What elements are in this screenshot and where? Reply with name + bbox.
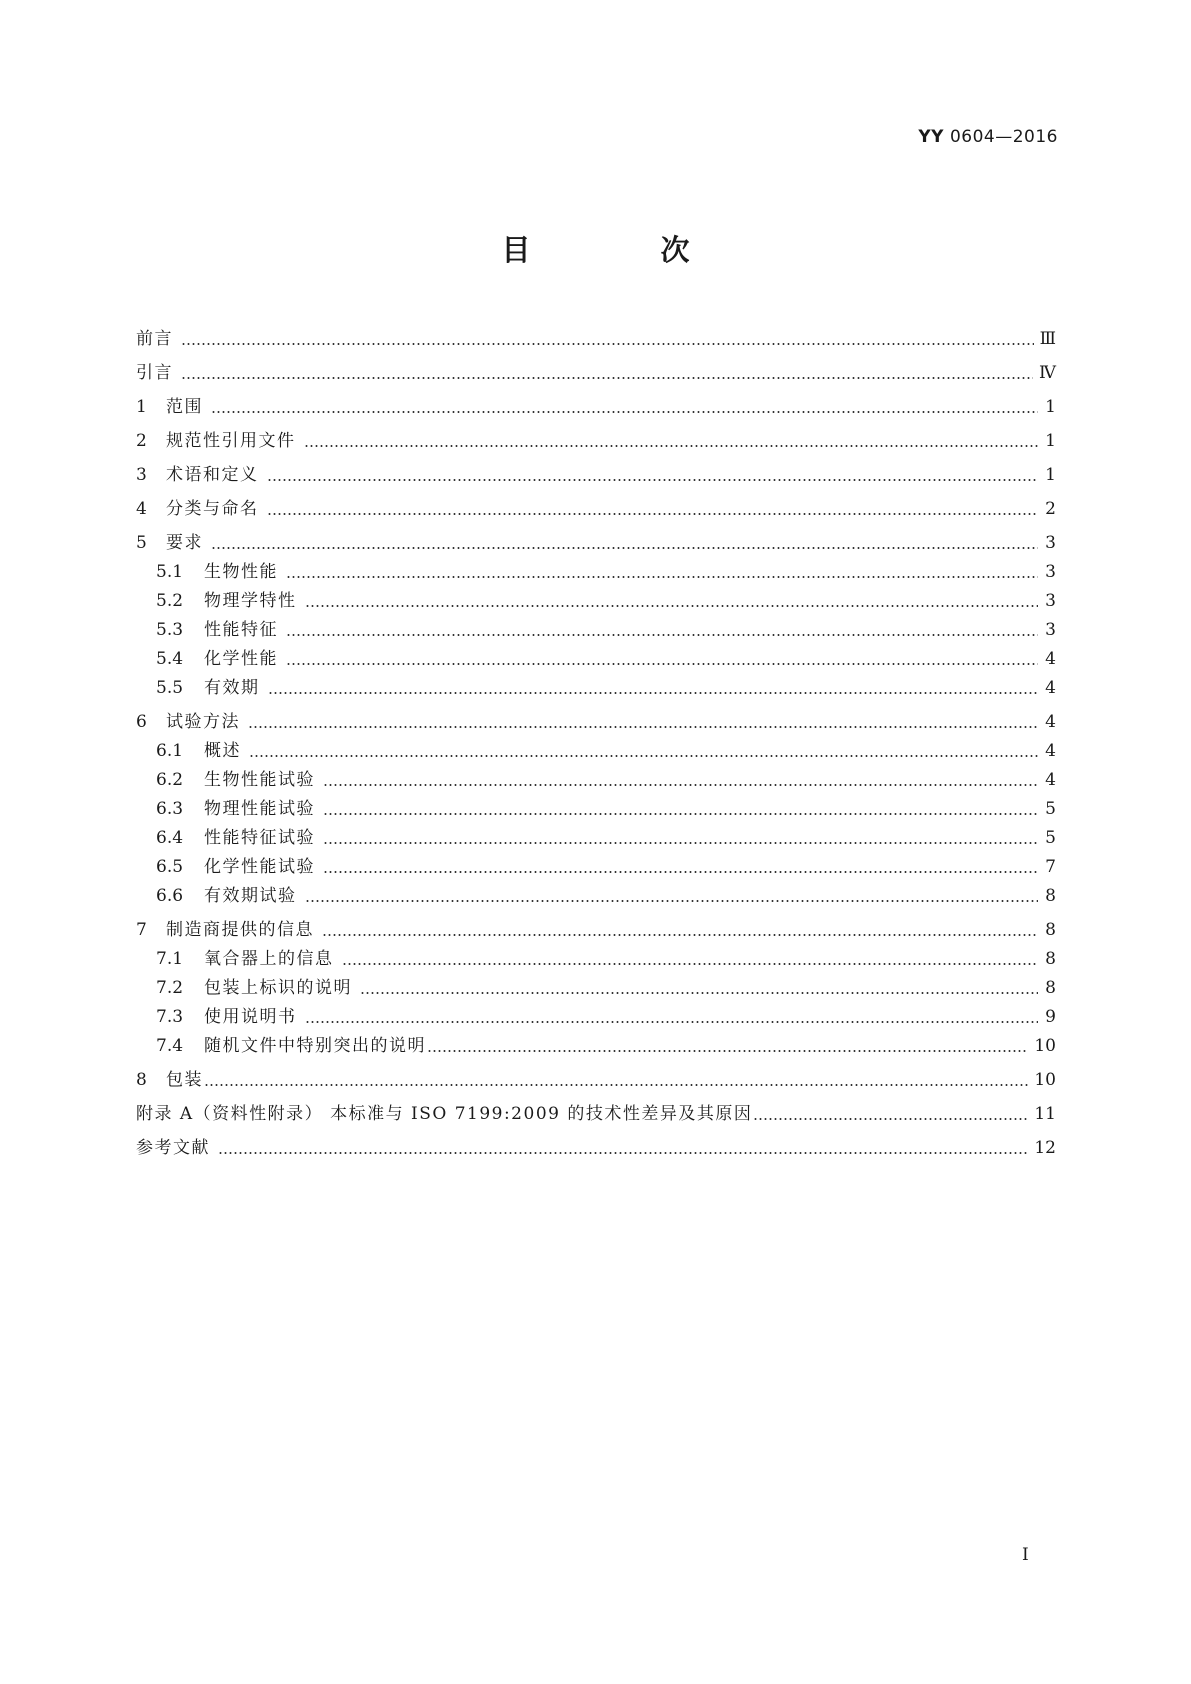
toc-entry-page: 5	[1045, 828, 1056, 848]
leader-dots	[181, 343, 1034, 345]
toc-entry-label: 引言	[136, 363, 173, 383]
toc-entry-6[interactable]	[136, 711, 1056, 733]
toc-entry-label: 有效期试验	[204, 886, 297, 906]
standard-number: 0604—2016	[949, 127, 1058, 147]
toc-entry-appendix-a[interactable]	[136, 1103, 1056, 1125]
toc-entry-page: 5	[1045, 799, 1056, 819]
toc-entry-number: 8	[136, 1070, 147, 1090]
toc-entry-label: 术语和定义	[166, 465, 259, 485]
toc-entry-label: 概述	[204, 741, 241, 761]
toc-entry-number: 7	[136, 920, 147, 940]
toc-entry-6-3[interactable]	[156, 798, 1056, 820]
toc-entry-5-2[interactable]	[156, 590, 1056, 612]
toc-entry-number: 5.5	[156, 678, 184, 698]
toc-entry-label: 试验方法	[166, 712, 240, 732]
leader-dots	[323, 842, 1038, 844]
leader-dots	[267, 513, 1039, 515]
toc-entry-3[interactable]	[136, 464, 1056, 486]
toc-entry-label: 性能特征	[204, 620, 278, 640]
leader-dots	[268, 692, 1039, 694]
footer-page-number: I	[1022, 1545, 1029, 1565]
toc-entry-page: 4	[1045, 678, 1056, 698]
toc-entry-page: 12	[1034, 1138, 1056, 1158]
toc-entry-label: 要求	[166, 533, 203, 553]
toc-entry-number: 7.4	[156, 1036, 184, 1056]
toc-entry-6-6[interactable]	[156, 885, 1056, 907]
toc-entry-label: 参考文献	[136, 1138, 210, 1158]
toc-entry-page: 4	[1045, 770, 1056, 790]
toc-entry-label: 范围	[166, 397, 203, 417]
toc-entry-page: 9	[1045, 1007, 1056, 1027]
leader-dots	[249, 755, 1038, 757]
toc-entry-label: 随机文件中特别突出的说明	[204, 1036, 426, 1056]
toc-entry-5[interactable]	[136, 532, 1056, 554]
leader-dots	[304, 445, 1039, 447]
toc-entry-8[interactable]	[136, 1069, 1056, 1091]
toc-entry-label: 生物性能试验	[204, 770, 315, 790]
toc-entry-number: 5.2	[156, 591, 184, 611]
toc-entry-2[interactable]	[136, 430, 1056, 452]
toc-entry-page: 1	[1045, 431, 1056, 451]
toc-entry-number: 7.2	[156, 978, 184, 998]
toc-entry-label: 有效期	[204, 678, 260, 698]
toc-entry-number: 3	[136, 465, 147, 485]
leader-dots	[181, 377, 1033, 379]
leader-dots	[286, 634, 1038, 636]
leader-dots	[427, 1050, 1028, 1052]
toc-entry-7-2[interactable]	[156, 977, 1056, 999]
toc-entry-page: 3	[1045, 620, 1056, 640]
leader-dots	[305, 1021, 1039, 1023]
toc-entry-6-5[interactable]	[156, 856, 1056, 878]
toc-entry-label: 使用说明书	[204, 1007, 297, 1027]
leader-dots	[753, 1118, 1028, 1120]
standard-prefix: YY	[918, 127, 944, 147]
leader-dots	[305, 605, 1039, 607]
toc-entry-number: 6.6	[156, 886, 184, 906]
toc-entry-introduction[interactable]	[136, 362, 1056, 384]
leader-dots	[211, 547, 1038, 549]
toc-entry-label: 生物性能	[204, 562, 278, 582]
leader-dots	[323, 784, 1038, 786]
leader-dots	[323, 813, 1038, 815]
toc-entry-4[interactable]	[136, 498, 1056, 520]
toc-entry-page: 3	[1045, 562, 1056, 582]
toc-entry-number: 5.1	[156, 562, 184, 582]
toc-entry-number: 1	[136, 397, 147, 417]
leader-dots	[204, 1084, 1028, 1086]
toc-entry-number: 6.3	[156, 799, 184, 819]
toc-entry-6-1[interactable]	[156, 740, 1056, 762]
toc-entry-label: 化学性能试验	[204, 857, 315, 877]
toc-entry-page: 8	[1045, 949, 1056, 969]
toc-entry-label: 氧合器上的信息	[204, 949, 334, 969]
toc-entry-page: 11	[1034, 1104, 1056, 1124]
leader-dots	[322, 934, 1038, 936]
toc-entry-label: 物理性能试验	[204, 799, 315, 819]
toc-entry-7-4[interactable]	[156, 1035, 1056, 1057]
standard-code	[918, 127, 1058, 147]
toc-entry-5-4[interactable]	[156, 648, 1056, 670]
toc-entry-number: 2	[136, 431, 147, 451]
toc-entry-page: 4	[1045, 741, 1056, 761]
toc-entry-label: 包装上标识的说明	[204, 978, 352, 998]
toc-entry-page: 2	[1045, 499, 1056, 519]
toc-entry-number: 6	[136, 712, 147, 732]
toc-entry-label: 包装	[166, 1070, 203, 1090]
toc-entry-label: 附录 A（资料性附录） 本标准与 ISO 7199:2009 的技术性差异及其原因	[136, 1104, 753, 1124]
toc-entry-5-1[interactable]	[156, 561, 1056, 583]
toc-entry-label: 化学性能	[204, 649, 278, 669]
leader-dots	[267, 479, 1039, 481]
toc-entry-label: 分类与命名	[166, 499, 259, 519]
toc-entry-number: 4	[136, 499, 147, 519]
toc-entry-page: 3	[1045, 591, 1056, 611]
toc-entry-references[interactable]	[136, 1137, 1056, 1159]
toc-entry-number: 6.4	[156, 828, 184, 848]
toc-entry-page: 4	[1045, 649, 1056, 669]
leader-dots	[305, 900, 1039, 902]
leader-dots	[323, 871, 1038, 873]
toc-entry-number: 5.3	[156, 620, 184, 640]
toc-entry-page: 3	[1045, 533, 1056, 553]
toc-entry-number: 6.5	[156, 857, 184, 877]
toc-entry-label: 性能特征试验	[204, 828, 315, 848]
toc-entry-page: 10	[1034, 1070, 1056, 1090]
toc-entry-page: Ⅲ	[1039, 329, 1056, 349]
toc-entry-number: 7.3	[156, 1007, 184, 1027]
toc-entry-7-3[interactable]	[156, 1006, 1056, 1028]
leader-dots	[342, 963, 1039, 965]
toc-entry-label: 规范性引用文件	[166, 431, 296, 451]
toc-entry-number: 6.2	[156, 770, 184, 790]
toc-entry-number: 5.4	[156, 649, 184, 669]
toc-entry-page: 10	[1034, 1036, 1056, 1056]
toc-entry-page: 4	[1045, 712, 1056, 732]
toc-entry-page: 7	[1045, 857, 1056, 877]
toc-entry-number: 6.1	[156, 741, 184, 761]
toc-entry-5-5[interactable]	[156, 677, 1056, 699]
leader-dots	[248, 726, 1038, 728]
toc-entry-page: 8	[1045, 920, 1056, 940]
toc-entry-page: 8	[1045, 978, 1056, 998]
toc-entry-page: Ⅳ	[1039, 363, 1056, 383]
toc-entry-page: 1	[1045, 465, 1056, 485]
toc-entry-7[interactable]	[136, 919, 1056, 941]
toc-entry-1[interactable]	[136, 396, 1056, 418]
toc-entry-number: 7.1	[156, 949, 184, 969]
toc-entry-6-2[interactable]	[156, 769, 1056, 791]
leader-dots	[211, 411, 1038, 413]
toc-entry-7-1[interactable]	[156, 948, 1056, 970]
toc-entry-label: 前言	[136, 329, 173, 349]
toc-entry-label: 制造商提供的信息	[166, 920, 314, 940]
toc-entry-page: 1	[1045, 397, 1056, 417]
toc-entry-6-4[interactable]	[156, 827, 1056, 849]
leader-dots	[286, 663, 1038, 665]
toc-entry-5-3[interactable]	[156, 619, 1056, 641]
leader-dots	[218, 1152, 1028, 1154]
toc-entry-label: 物理学特性	[204, 591, 297, 611]
page-title: 目 次	[501, 233, 750, 267]
toc-entry-foreword[interactable]	[136, 328, 1056, 350]
toc-entry-page: 8	[1045, 886, 1056, 906]
leader-dots	[286, 576, 1038, 578]
leader-dots	[360, 992, 1038, 994]
toc-entry-number: 5	[136, 533, 147, 553]
